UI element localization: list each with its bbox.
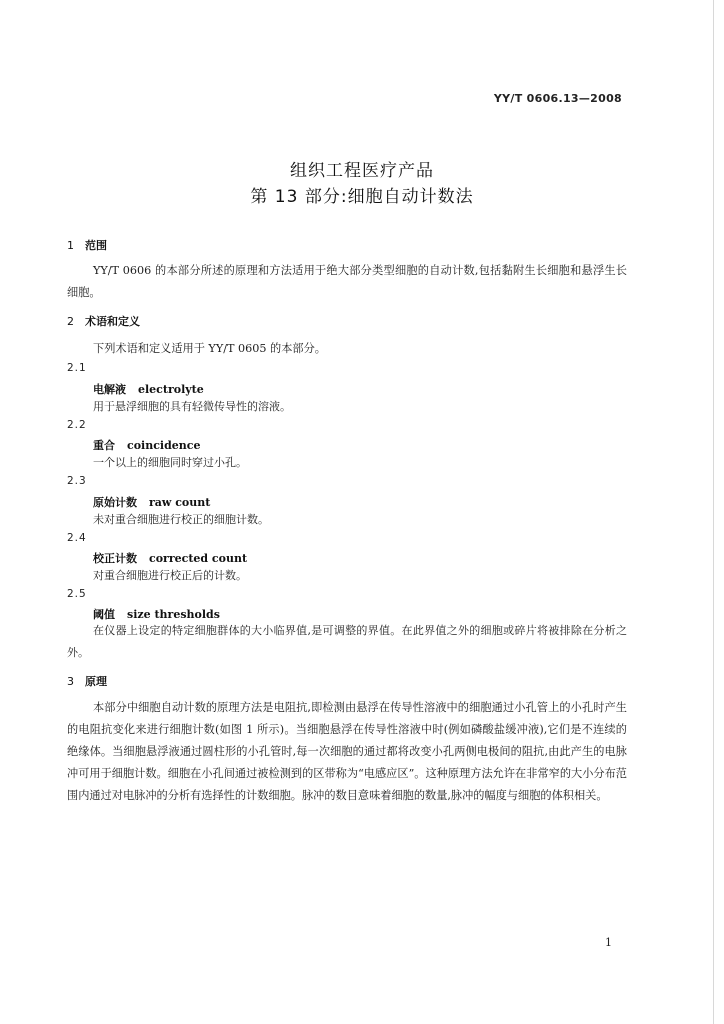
term-zh: 重合	[93, 439, 115, 452]
section-1-heading	[67, 237, 107, 253]
section-title: 原理	[85, 675, 107, 688]
section-number: 1	[67, 239, 74, 252]
document-title: 组织工程医疗产品	[290, 161, 434, 181]
term-number: 2.2	[67, 419, 87, 431]
term-heading	[93, 494, 210, 510]
term-en: electrolyte	[138, 383, 204, 396]
section-title: 术语和定义	[85, 315, 140, 328]
term-zh: 原始计数	[93, 496, 137, 509]
section-2-intro: 下列术语和定义适用于 YY/T 0605 的本部分。	[93, 342, 326, 355]
term-heading	[93, 381, 204, 397]
section-number: 3	[67, 675, 74, 688]
section-number: 2	[67, 315, 74, 328]
document-subtitle: 第 13 部分:细胞自动计数法	[250, 187, 474, 207]
term-number: 2.4	[67, 532, 87, 544]
term-en: coincidence	[127, 439, 201, 452]
standard-code: YY/T 0606.13—2008	[493, 92, 622, 105]
term-number: 2.3	[67, 475, 87, 487]
term-heading	[93, 550, 247, 566]
scan-edge-line	[713, 0, 714, 1024]
section-title: 范围	[85, 239, 107, 252]
term-definition: 在仪器上设定的特定细胞群体的大小临界值,是可调整的界值。在此界值之外的细胞或碎片将被排除在分析之外。	[67, 624, 627, 659]
term-en: size thresholds	[127, 608, 220, 621]
term-number: 2.5	[67, 588, 87, 600]
term-definition: 对重合细胞进行校正后的计数。	[93, 569, 247, 582]
section-3-text: 本部分中细胞自动计数的原理方法是电阻抗,即检测由悬浮在传导性溶液中的细胞通过小孔管上的小孔时产生的电阻抗变化来进行细胞计数(如图 1 所示)。当细胞悬浮在传导性溶液中时(例如磷酸盐缓冲液),它们是不连续的绝缘体。当细胞悬浮液通过圆柱形的小孔管时,每一次细胞的通过都将改变小孔两侧电极间的阻抗,由此产生的电脉冲可用于细胞计数。细胞在小孔间通过被检测到的区带称为“电感应区”。这种原理方法允许在非常窄的大小分布范围内通过对电脉冲的分析有选择性的计数细胞。脉冲的数目意味着细胞的数量,脉冲的幅度与细胞的体积相关。	[67, 701, 627, 802]
term-definition: 未对重合细胞进行校正的细胞计数。	[93, 513, 269, 526]
section-3-heading	[67, 673, 107, 689]
page-number: 1	[605, 936, 612, 949]
term-zh: 电解液	[93, 383, 126, 396]
term-definition: 用于悬浮细胞的具有轻微传导性的溶液。	[93, 400, 291, 413]
term-heading	[93, 437, 200, 453]
term-zh: 校正计数	[93, 552, 137, 565]
term-en: corrected count	[149, 552, 248, 565]
term-zh: 阈值	[93, 608, 115, 621]
term-definition: 一个以上的细胞同时穿过小孔。	[93, 456, 247, 469]
section-2-heading	[67, 313, 140, 329]
term-en: raw count	[149, 496, 211, 509]
section-1-text: YY/T 0606 的本部分所述的原理和方法适用于绝大部分类型细胞的自动计数,包括黏附生长细胞和悬浮生长细胞。	[67, 264, 627, 299]
term-number: 2.1	[67, 362, 87, 374]
